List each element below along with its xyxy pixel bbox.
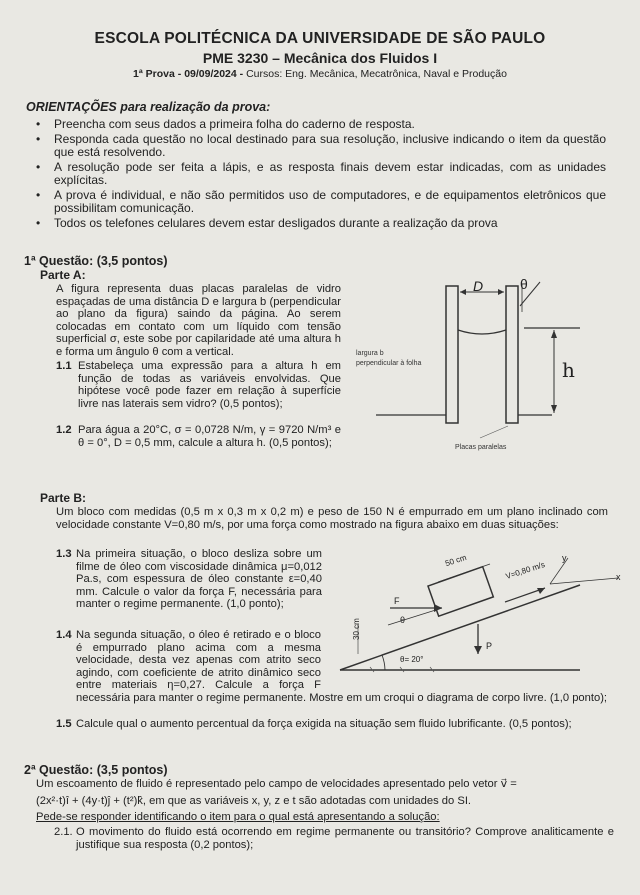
q2-intro-line2: (2x²·t)î + (4y·t)ĵ + (t²)k̂, em que as variáveis x, y, z e t são adotadas com unidades do SI. bbox=[36, 795, 472, 807]
label-perpendicular: perpendicular à folha bbox=[356, 360, 422, 367]
instruction-item: • Todos os telefones celulares devem estar desligados durante a realização da prova bbox=[36, 217, 606, 230]
item-number: 1.5 bbox=[56, 718, 72, 730]
q1-partB-title: Parte B: bbox=[40, 491, 87, 505]
exam-info bbox=[0, 68, 640, 80]
instruction-item: • A prova é individual, e não são permitidos uso de computadores, e de equipamentos eletrônicos que possibilitam comunicação. bbox=[36, 189, 606, 215]
item-number: 1.2 bbox=[56, 424, 72, 436]
q2-title: 2ª Questão: (3,5 pontos) bbox=[24, 763, 168, 777]
q1-title: 1ª Questão: (3,5 pontos) bbox=[24, 254, 168, 268]
item-number: 1.1 bbox=[56, 360, 72, 372]
item-number: 1.4 bbox=[56, 629, 72, 641]
label-velocity: V=0,80 m/s bbox=[504, 559, 547, 582]
school-name: ESCOLA POLITÉCNICA DA UNIVERSIDADE DE SÃO PAULO bbox=[94, 30, 546, 47]
item-number: 1.3 bbox=[56, 548, 72, 560]
q2-intro-line1: Um escoamento de fluido é representado pelo campo de velocidades apresentado pelo vetor v⃗ = bbox=[36, 778, 517, 790]
label-D: D bbox=[473, 278, 484, 294]
label-plates: Placas paralelas bbox=[455, 444, 507, 451]
q1-partA-title: Parte A: bbox=[40, 268, 86, 282]
item-text: Calcule qual o aumento percentual da força exigida na situação sem fluido lubrificante. (0,5 pontos); bbox=[76, 718, 572, 730]
instructions-list bbox=[36, 118, 606, 232]
label-y-axis: y bbox=[562, 553, 567, 563]
q1-item-1-3 bbox=[56, 548, 322, 611]
q1-item-1-1 bbox=[56, 360, 341, 410]
label-theta-B: θ bbox=[400, 615, 406, 625]
course-title: PME 3230 – Mecânica dos Fluidos I bbox=[202, 50, 438, 66]
label-P: P bbox=[486, 641, 493, 651]
q1-partB-intro: Um bloco com medidas (0,5 m x 0,3 m x 0,2 m) e peso de 150 N é empurrado em um plano inclinado com velocidade constante V=0,80 m/s, por uma força como mostrado na figura abaixo em duas situações: bbox=[56, 506, 608, 531]
label-angle: θ= 20° bbox=[400, 655, 424, 664]
exam-date: 1ª Prova - 09/09/2024 - bbox=[133, 68, 244, 80]
item-text: Estabeleça uma expressão para a altura h em função de todas as variáveis envolvidas. Que hipótese você pode fazer em relação à superfície livre nas laterais sem vidro? (0,5 pontos); bbox=[78, 360, 341, 410]
label-30cm: 30 cm bbox=[352, 618, 361, 640]
item-text: Na primeira situação, o bloco desliza sobre um filme de óleo com viscosidade dinâmica μ=0,012 Pa.s, com espessura de óleo constante ε=0,40 mm. Calcule o valor da força F, necessária para manter o regime permanente. (1,0 ponto); bbox=[76, 548, 322, 611]
instruction-item: • Preencha com seus dados a primeira folha do caderno de resposta. bbox=[36, 118, 606, 131]
right-plate bbox=[506, 286, 518, 423]
exam-courses: Cursos: Eng. Mecânica, Mecatrônica, Naval e Produção bbox=[246, 68, 507, 80]
label-50cm: 50 cm bbox=[444, 552, 468, 569]
label-width-b: largura b bbox=[356, 350, 384, 357]
instruction-item: • Responda cada questão no local destinado para sua resolução, inclusive indicando o item da questão que está resolvendo. bbox=[36, 133, 606, 159]
q2-item-2-1 bbox=[54, 826, 614, 851]
q1-item-1-5 bbox=[56, 718, 611, 731]
q1-partA-intro: A figura representa duas placas paralelas de vidro espaçadas de uma distância D e largura b (perpendicular ao plano da figura) saindo da página. Ao serem colocadas em contato com um líquido com tensão superficial σ, este sobe por capilaridade até uma altura h e forma um ângulo θ com a vertical. bbox=[56, 283, 341, 358]
item-text: Na segunda situação, o óleo é retirado e o bloco é empurrado plano acima com a mesma velocidade, desta vez apenas com atrito seco agindo, com coeficiente de atrito dinâmico seco entre materiais η=0,27. Calcule a força F necessária para manter o regime permanente. Mostre em um croqui o diagrama de corpo livre. (1,0 ponto); bbox=[76, 629, 608, 704]
label-h: h bbox=[562, 358, 575, 382]
item-text: O movimento do fluido está ocorrendo em regime permanente ou transitório? Comprove analiticamente e justifique sua resposta (0,2 pontos); bbox=[76, 826, 614, 851]
item-text: Para água a 20°C, σ = 0,0728 N/m, γ = 9720 N/m³ e θ = 0°, D = 0,5 mm, calcule a altura h. (0,5 pontos); bbox=[78, 424, 341, 449]
instructions-title: ORIENTAÇÕES para realização da prova: bbox=[26, 100, 271, 114]
label-x-axis: x bbox=[616, 572, 621, 582]
label-F: F bbox=[394, 596, 400, 606]
q1-item-1-2 bbox=[56, 424, 341, 449]
item-number: 2.1. bbox=[54, 826, 73, 838]
left-plate bbox=[446, 286, 458, 423]
inclined-plane-figure bbox=[330, 550, 630, 680]
q2-intro-line3: Pede-se responder identificando o item para o qual está apresentando a solução: bbox=[36, 811, 440, 823]
instruction-item: • A resolução pode ser feita a lápis, e as resposta finais devem estar indicadas, com as unidades explícitas. bbox=[36, 161, 606, 187]
label-theta-A: θ bbox=[520, 276, 528, 292]
